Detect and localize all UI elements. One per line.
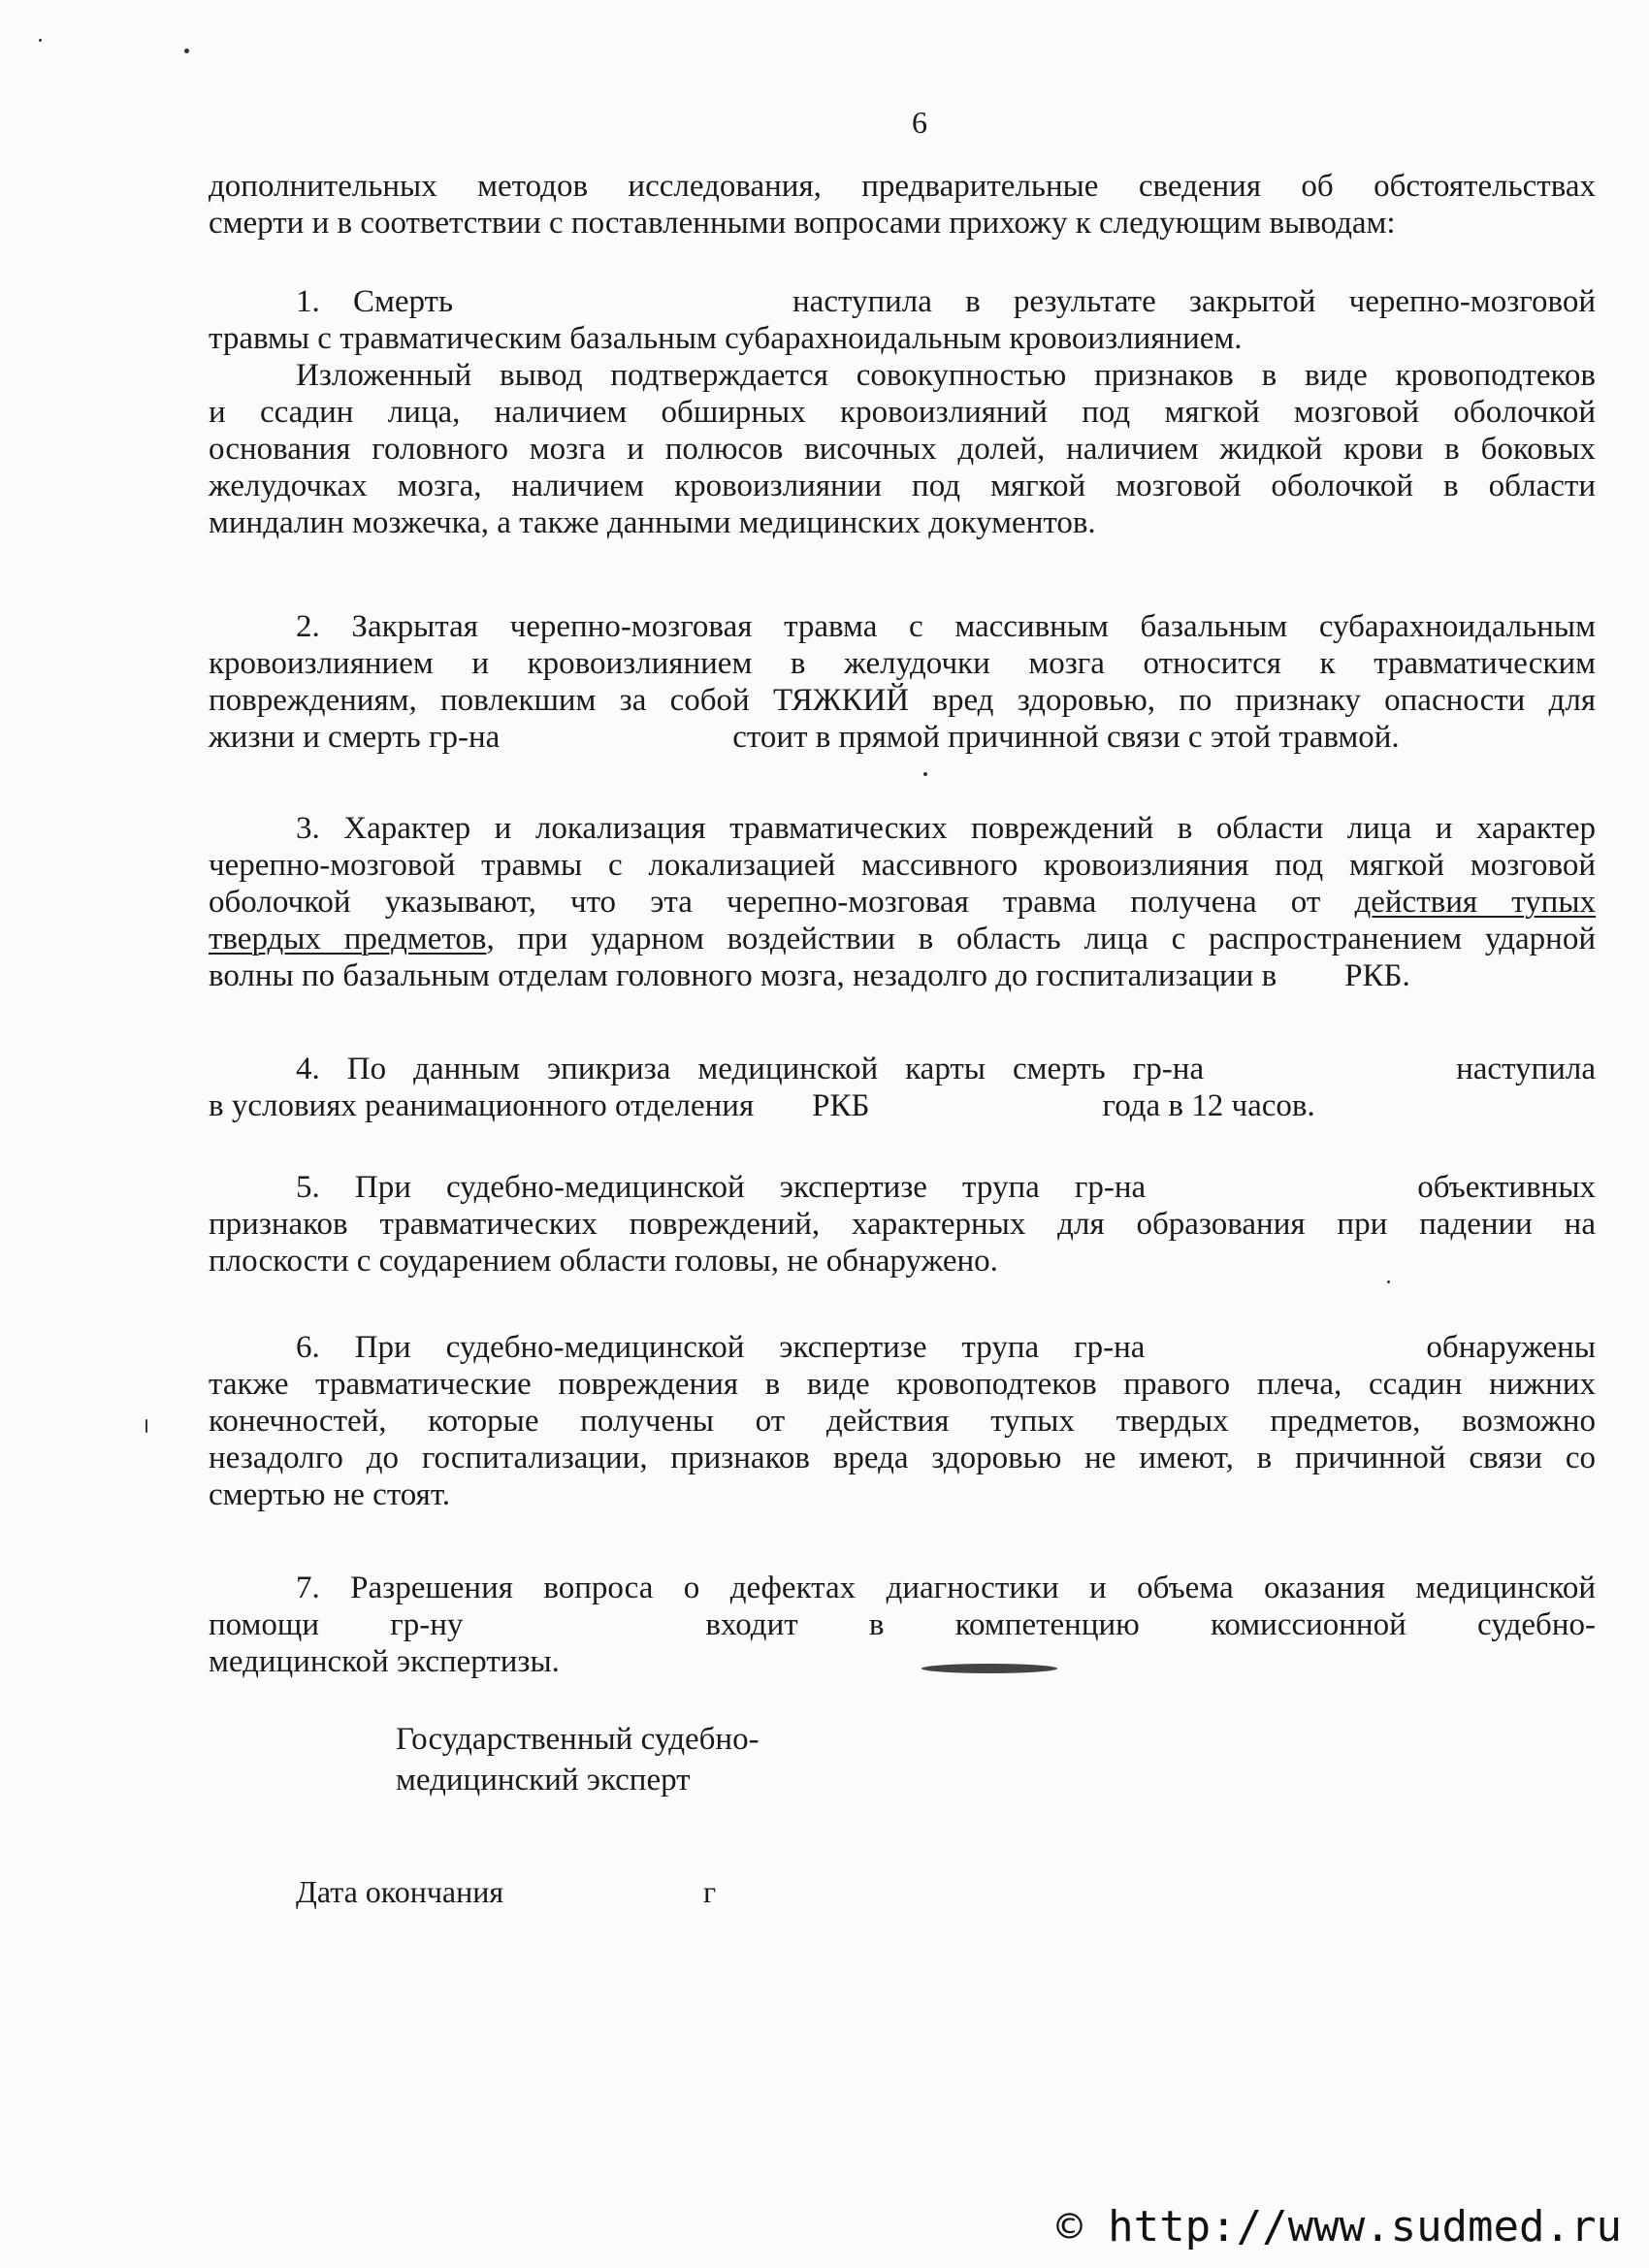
scan-speck <box>146 1419 147 1433</box>
signature-title-line1: Государственный судебно- <box>396 1722 760 1757</box>
text-fragment: РКБ <box>812 1088 870 1123</box>
conclusion-1 <box>209 283 1596 541</box>
text-line: 7. Разрешения вопроса о дефектах диагностики и объема оказания медицинской <box>296 1571 1596 1605</box>
text-fragment: 1. Смерть <box>296 284 454 319</box>
conclusion-2 <box>209 608 1596 756</box>
text-line: конечностей, которые получены от действия тупых твердых предметов, возможно <box>209 1404 1596 1439</box>
text-line <box>209 283 1596 320</box>
text-line: миндалин мозжечка, а также данными медицинских документов. <box>209 505 1096 540</box>
text-fragment: 4. По данным эпикриза медицинской карты смерть гр-на <box>296 1052 1205 1086</box>
signature-title-line2: медицинский эксперт <box>396 1763 691 1798</box>
text-fragment: объективных <box>1417 1170 1596 1205</box>
text-line: дополнительных методов исследования, предварительные сведения об обстоятельствах <box>209 169 1596 204</box>
scan-smudge <box>922 1664 1057 1673</box>
text-fragment: года в 12 часов. <box>1102 1088 1315 1123</box>
text-line: травмы с травматическим базальным субарахноидальным кровоизлиянием. <box>209 321 1243 356</box>
text-line: смертью не стоят. <box>209 1477 451 1512</box>
text-fragment: оболочкой указывают, что эта черепно-мозговая травма получена от <box>209 885 1321 920</box>
signature-block <box>396 1719 760 1800</box>
conclusion-4 <box>209 1051 1596 1124</box>
text-line: кровоизлиянием и кровоизлиянием в желудочки мозга относится к травматическим <box>209 646 1596 681</box>
text-fragment: входит в компетенцию комиссионной судебно- <box>705 1607 1596 1642</box>
text-line: 3. Характер и локализация травматических повреждений в области лица и характер <box>296 811 1596 846</box>
underlined-text: действия тупых <box>1354 885 1597 920</box>
scan-speck <box>184 49 189 53</box>
watermark: © http://www.sudmed.ru <box>1056 2202 1622 2252</box>
intro-paragraph <box>209 168 1596 242</box>
text-line <box>209 921 1596 957</box>
text-line: 2. Закрытая черепно-мозговая травма с массивным базальным субарахноидальным <box>296 609 1596 644</box>
text-fragment: волны по базальным отделам головного мозга, незадолго до госпитализации в <box>209 958 1277 993</box>
page-number: 6 <box>912 105 927 140</box>
text-line <box>209 957 1596 994</box>
text-line <box>209 1329 1596 1366</box>
text-fragment: помощи гр-ну <box>209 1607 464 1642</box>
date-label: Дата окончания <box>296 1874 504 1909</box>
completion-date <box>296 1874 717 1910</box>
underlined-text: твердых предметов <box>209 922 487 956</box>
text-fragment: РКБ. <box>1344 958 1410 993</box>
text-line: плоскости с соударением области головы, не обнаружено. <box>209 1244 998 1279</box>
text-fragment: наступила в результате закрытой черепно-мозговой <box>792 284 1596 319</box>
scan-speck <box>923 772 927 776</box>
text-fragment: наступила <box>1456 1052 1596 1086</box>
text-line: желудочках мозга, наличием кровоизлиянии под мягкой мозговой оболочкой в области <box>209 469 1596 503</box>
text-line <box>209 1087 1596 1124</box>
text-line <box>209 719 1596 756</box>
text-line <box>209 1051 1596 1087</box>
conclusion-3 <box>209 810 1596 994</box>
text-line: незадолго до госпитализации, признаков вреда здоровью не имеют, в причинной связи со <box>209 1441 1596 1475</box>
date-suffix: г <box>703 1874 717 1909</box>
text-line: Изложенный вывод подтверждается совокупностью признаков в виде кровоподтеков <box>296 358 1596 393</box>
text-line: признаков травматических повреждений, характерных для образования при падении на <box>209 1207 1596 1242</box>
text-line: повреждениям, повлекшим за собой ТЯЖКИЙ вред здоровью, по признаку опасности для <box>209 683 1596 718</box>
text-line: также травматические повреждения в виде кровоподтеков правого плеча, ссадин нижних <box>209 1367 1596 1402</box>
text-fragment: 6. При судебно-медицинской экспертизе трупа гр-на <box>296 1330 1146 1365</box>
conclusion-7 <box>209 1570 1596 1680</box>
text-fragment: в условиях реанимационного отделения <box>209 1088 755 1123</box>
text-line: черепно-мозговой травмы с локализацией массивного кровоизлияния под мягкой мозговой <box>209 848 1596 883</box>
text-fragment: обнаружены <box>1426 1330 1596 1365</box>
text-line <box>209 1606 1596 1643</box>
conclusion-5 <box>209 1169 1596 1280</box>
text-line <box>209 1169 1596 1206</box>
scan-speck <box>39 39 42 42</box>
text-fragment: жизни и смерть гр-на <box>209 720 501 755</box>
text-fragment: , при ударном воздействии в область лица с распространением ударной <box>486 922 1596 956</box>
text-line: смерти и в соответствии с поставленными вопросами прихожу к следующим выводам: <box>209 206 1396 241</box>
text-line <box>209 884 1596 921</box>
text-line: медицинской экспертизы. <box>209 1644 560 1679</box>
text-fragment: 5. При судебно-медицинской экспертизе трупа гр-на <box>296 1170 1147 1205</box>
conclusion-6 <box>209 1329 1596 1513</box>
text-line: и ссадин лица, наличием обширных кровоизлияний под мягкой мозговой оболочкой <box>209 395 1596 430</box>
scan-speck <box>1387 1280 1390 1283</box>
text-line: основания головного мозга и полюсов височных долей, наличием жидкой крови в боковых <box>209 432 1596 467</box>
text-fragment: стоит в прямой причинной связи с этой травмой. <box>732 720 1400 755</box>
